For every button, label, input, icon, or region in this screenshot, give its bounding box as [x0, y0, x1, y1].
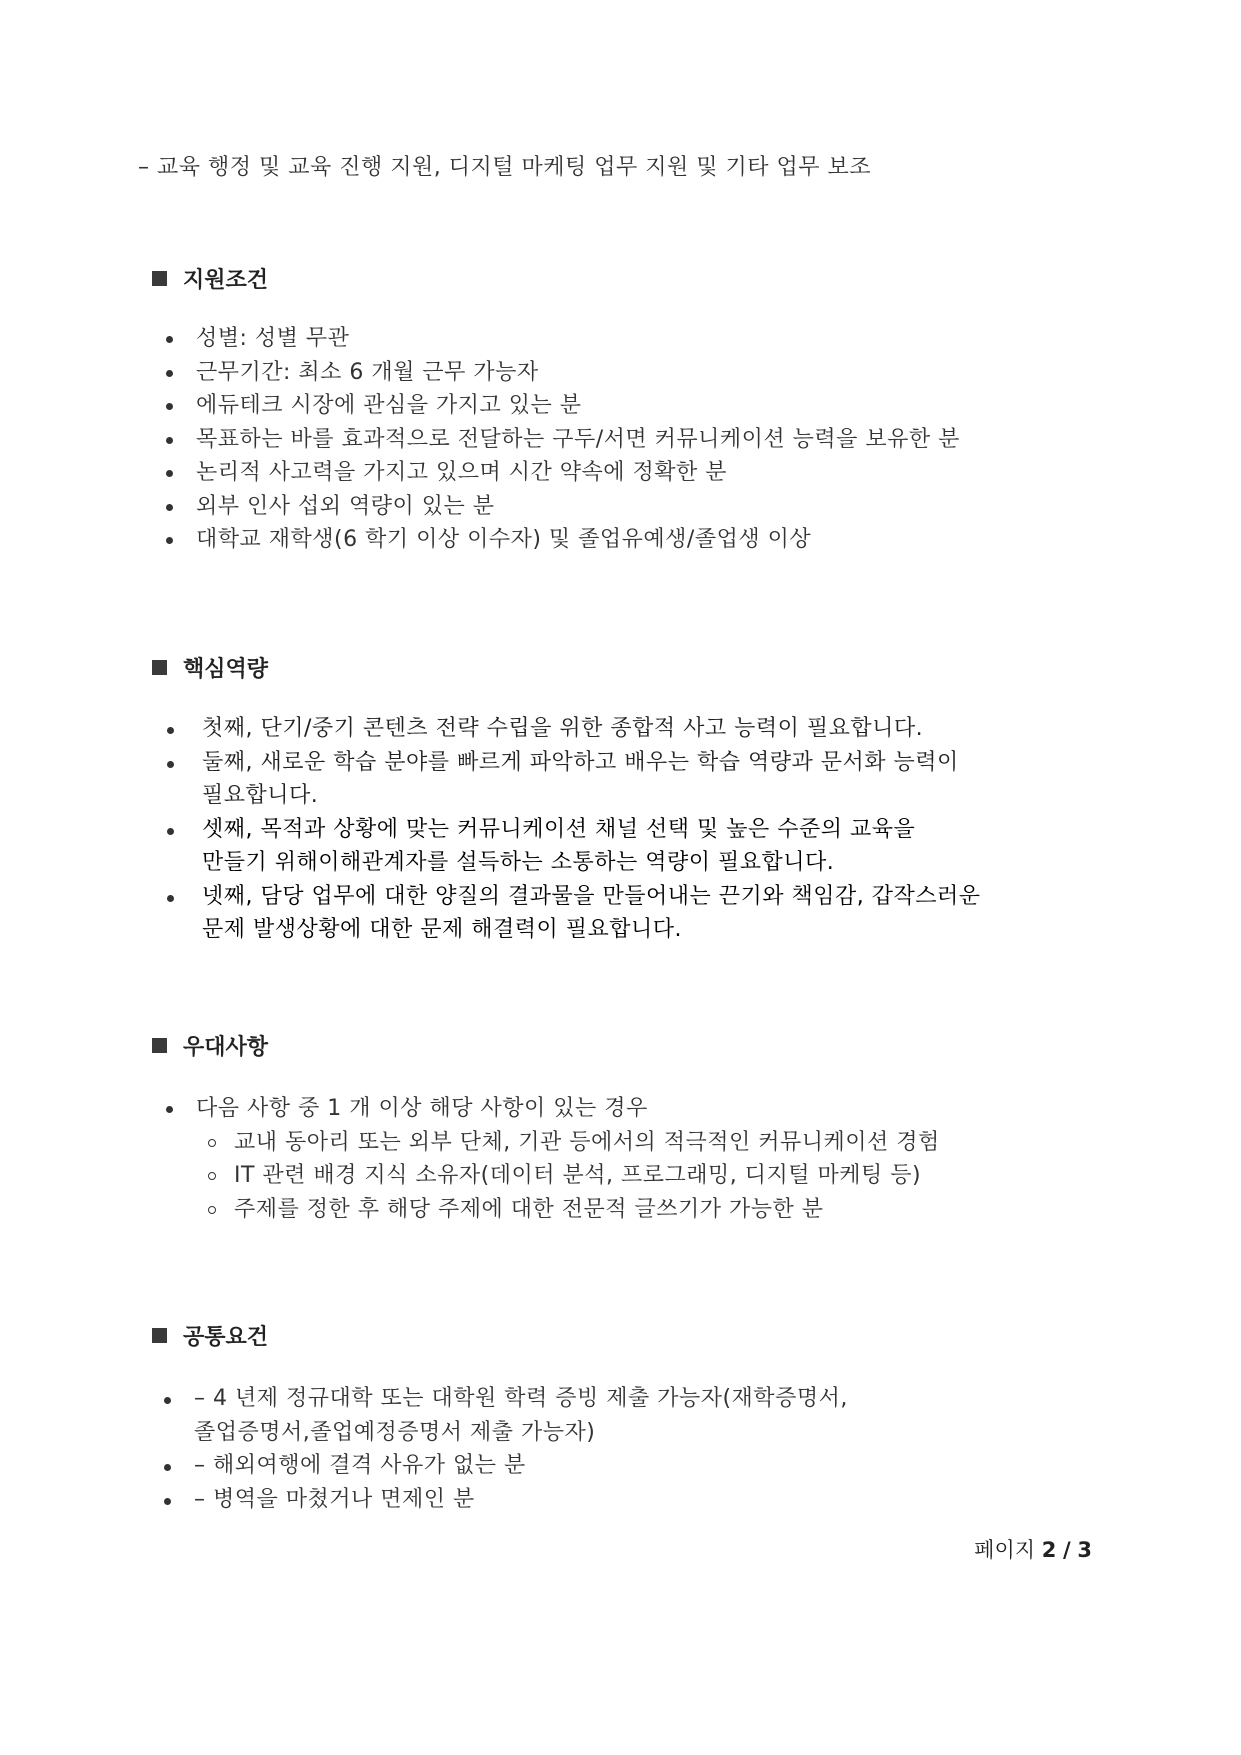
list-item: 논리적 사고력을 가지고 있으며 시간 약속에 정확한 분	[196, 456, 960, 490]
list-item: 성별: 성별 무관	[196, 322, 960, 356]
square-bullet-icon	[152, 1328, 167, 1343]
bullet-icon	[167, 895, 174, 902]
list-item: – 해외여행에 결격 사유가 없는 분	[194, 1449, 848, 1483]
sub-list-item: 주제를 정한 후 해당 주제에 대한 전문적 글쓰기가 가능한 분	[234, 1193, 940, 1227]
list-item: – 병역을 마쳤거나 면제인 분	[194, 1483, 848, 1517]
list-item: 근무기간: 최소 6 개월 근무 가능자	[196, 356, 960, 390]
section-heading-core-competencies	[152, 652, 268, 683]
preferred-sub-list	[196, 1126, 940, 1227]
hollow-circle-bullet-icon	[208, 1172, 216, 1180]
section-title: 핵심역량	[183, 657, 269, 682]
section-heading-qualifications	[152, 263, 268, 294]
hollow-circle-bullet-icon	[208, 1206, 216, 1214]
square-bullet-icon	[152, 271, 167, 286]
section-title: 우대사항	[183, 1035, 269, 1060]
qualifications-list	[196, 322, 960, 557]
total-page-number: 3	[1077, 1538, 1092, 1562]
bullet-icon	[166, 470, 173, 477]
bullet-icon	[164, 1498, 171, 1505]
section-heading-common-requirements	[152, 1320, 268, 1351]
list-item: 넷째, 담당 업무에 대한 양질의 결과물을 만들어내는 끈기와 책임감, 갑작스러운 문제 발생상황에 대한 문제 해결력이 필요합니다.	[202, 880, 981, 947]
bullet-icon	[164, 1397, 171, 1404]
section-title: 지원조건	[183, 268, 269, 293]
list-item: 둘째, 새로운 학습 분야를 빠르게 파악하고 배우는 학습 역량과 문서화 능력이 필요합니다.	[202, 746, 981, 813]
section-heading-preferred	[152, 1030, 268, 1061]
bullet-icon	[164, 1464, 171, 1471]
list-item: 첫째, 단기/중기 콘텐츠 전략 수립을 위한 종합적 사고 능력이 필요합니다.	[202, 712, 981, 746]
bullet-icon	[166, 437, 173, 444]
sub-list-item: IT 관련 배경 지식 소유자(데이터 분석, 프로그래밍, 디지털 마케팅 등)	[234, 1159, 940, 1193]
common-requirements-list	[194, 1382, 848, 1516]
section-title: 공통요건	[183, 1325, 269, 1350]
bullet-icon	[166, 537, 173, 544]
bullet-icon	[166, 403, 173, 410]
core-competencies-list	[202, 712, 981, 947]
page-number-footer	[974, 1534, 1092, 1564]
list-item: 셋째, 목적과 상황에 맞는 커뮤니케이션 채널 선택 및 높은 수준의 교육을 만들기 위해이해관계자를 설득하는 소통하는 역량이 필요합니다.	[202, 813, 981, 880]
list-item: 외부 인사 섭외 역량이 있는 분	[196, 490, 960, 524]
list-item: – 4 년제 정규대학 또는 대학원 학력 증빙 제출 가능자(재학증명서, 졸업증명서,졸업예정증명서 제출 가능자)	[194, 1382, 848, 1449]
bullet-icon	[166, 504, 173, 511]
preferred-list	[196, 1092, 940, 1226]
list-item: 목표하는 바를 효과적으로 전달하는 구두/서면 커뮤니케이션 능력을 보유한 분	[196, 423, 960, 457]
current-page-number: 2	[1041, 1538, 1057, 1562]
list-item: 대학교 재학생(6 학기 이상 이수자) 및 졸업유예생/졸업생 이상	[196, 523, 960, 557]
intro-line: – 교육 행정 및 교육 진행 지원, 디지털 마케팅 업무 지원 및 기타 업무 보조	[138, 155, 871, 180]
bullet-icon	[167, 828, 174, 835]
bullet-icon	[167, 727, 174, 734]
list-item: 다음 사항 중 1 개 이상 해당 사항이 있는 경우 교내 동아리 또는 외부 단체, 기관 등에서의 적극적인 커뮤니케이션 경험 IT 관련 배경 지식 소유자(데이터 분석, 프로그래밍, 디지털 마케팅 등) 주제를 정한 후 해당 주제에 대한 전문적 글쓰기가 가능한 분	[196, 1092, 940, 1226]
page-separator: /	[1063, 1538, 1071, 1562]
page-label: 페이지	[974, 1538, 1036, 1562]
sub-list-item: 교내 동아리 또는 외부 단체, 기관 등에서의 적극적인 커뮤니케이션 경험	[234, 1126, 940, 1160]
hollow-circle-bullet-icon	[208, 1139, 216, 1147]
bullet-icon	[166, 336, 173, 343]
bullet-icon	[167, 761, 174, 768]
list-item: 에듀테크 시장에 관심을 가지고 있는 분	[196, 389, 960, 423]
square-bullet-icon	[152, 660, 167, 675]
square-bullet-icon	[152, 1038, 167, 1053]
bullet-icon	[166, 1106, 173, 1113]
bullet-icon	[166, 370, 173, 377]
